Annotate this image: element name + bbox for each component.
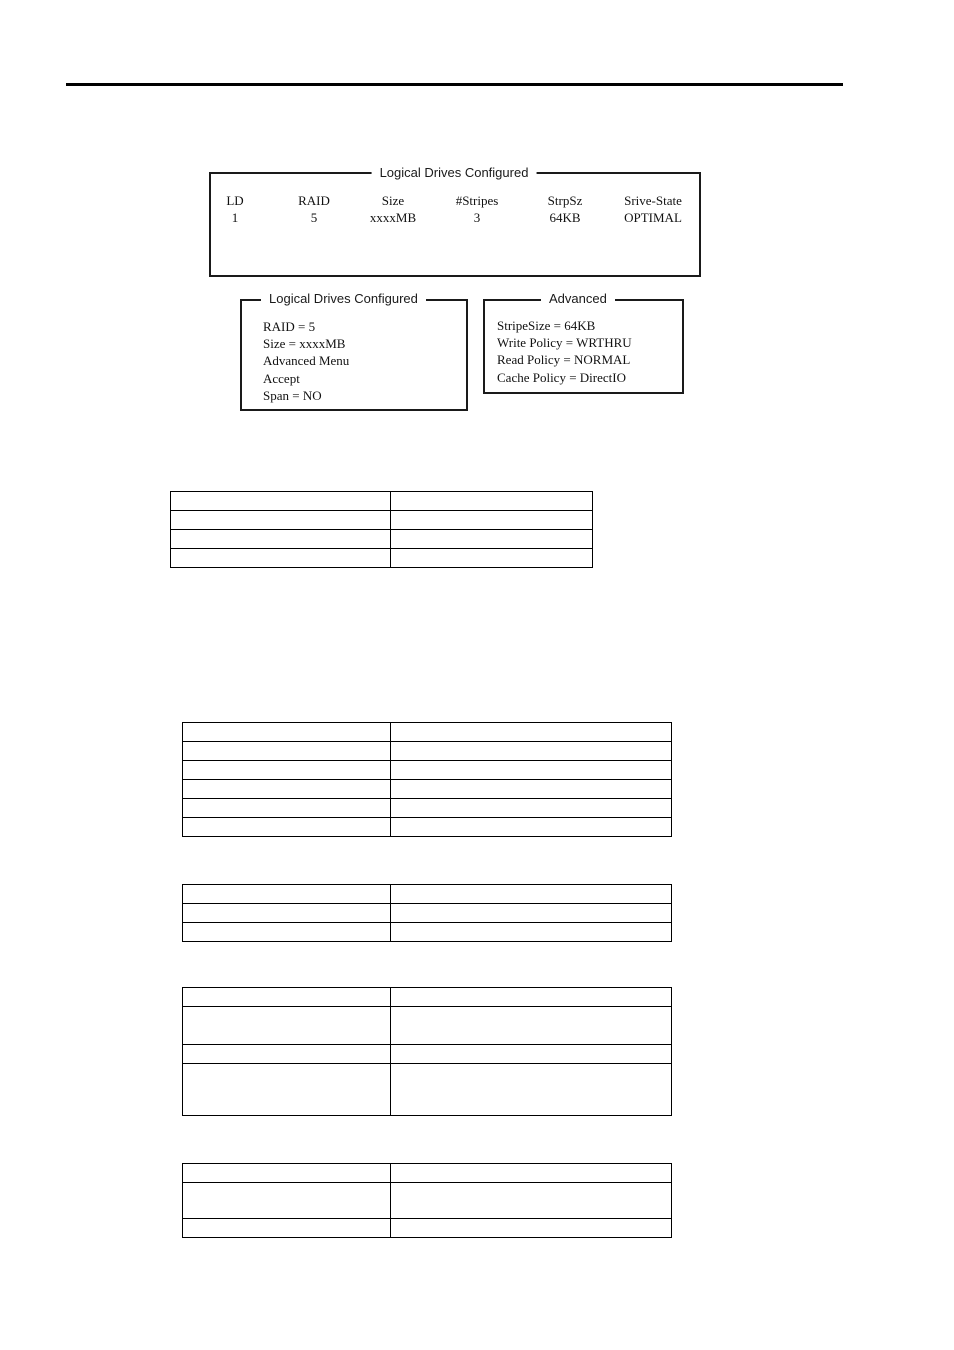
advanced-item-cache-policy[interactable]: Cache Policy = DirectIO <box>497 369 626 385</box>
column-header: StrpSz <box>547 193 583 208</box>
table-row <box>183 799 672 818</box>
table-row <box>183 742 672 761</box>
settings-table-2 <box>182 722 672 837</box>
table-row <box>183 1064 672 1116</box>
table-row <box>183 723 672 742</box>
table-row <box>171 549 593 568</box>
advanced-item-write-policy[interactable]: Write Policy = WRTHRU <box>497 335 632 351</box>
table-row <box>171 530 593 549</box>
column-header: RAID <box>298 193 330 208</box>
table-row <box>183 1183 672 1219</box>
stripes-column[interactable] <box>456 192 499 226</box>
table-row <box>183 1219 672 1238</box>
table-row <box>171 492 593 511</box>
menu-item-span[interactable]: Span = NO <box>263 387 322 403</box>
column-value: 3 <box>473 210 481 225</box>
table-row <box>183 1045 672 1064</box>
column-value: 64KB <box>549 210 581 225</box>
column-header: Srive-State <box>624 193 682 208</box>
panel-title: Logical Drives Configured <box>372 165 537 181</box>
table-row <box>183 988 672 1007</box>
table-row <box>183 780 672 799</box>
strpsz-column[interactable] <box>548 192 583 226</box>
advanced-item-read-policy[interactable]: Read Policy = NORMAL <box>497 352 631 368</box>
settings-table-4 <box>182 987 672 1116</box>
ld-column[interactable] <box>226 192 243 226</box>
column-value: xxxxMB <box>369 210 417 225</box>
table-row <box>183 1164 672 1183</box>
column-header: Size <box>381 193 405 208</box>
menu-item-accept[interactable]: Accept <box>263 370 300 386</box>
column-header: LD <box>226 193 244 208</box>
settings-table-3 <box>182 884 672 942</box>
settings-table-5 <box>182 1163 672 1238</box>
table-row <box>183 761 672 780</box>
logical-drive-config-menu <box>240 299 468 411</box>
logical-drives-list-panel <box>209 172 701 277</box>
column-value: 5 <box>310 210 318 225</box>
table-row <box>183 904 672 923</box>
menu-item-advanced-menu[interactable]: Advanced Menu <box>263 353 350 369</box>
advanced-menu-panel <box>483 299 684 394</box>
menu-item-size[interactable]: Size = xxxxMB <box>263 336 346 352</box>
column-value: OPTIMAL <box>624 210 682 225</box>
top-rule <box>66 83 843 86</box>
panel-title: Logical Drives Configured <box>261 291 426 307</box>
table-row <box>183 885 672 904</box>
raid-column[interactable] <box>298 192 330 226</box>
table-row <box>171 511 593 530</box>
panel-title: Advanced <box>541 291 615 307</box>
table-row <box>183 1007 672 1045</box>
menu-item-raid[interactable]: RAID = 5 <box>263 319 316 334</box>
size-column[interactable] <box>370 192 416 226</box>
column-header: #Stripes <box>455 193 499 208</box>
advanced-item-stripe-size[interactable]: StripeSize = 64KB <box>497 318 596 333</box>
table-row <box>183 818 672 837</box>
table-row <box>183 923 672 942</box>
drive-state-column[interactable] <box>624 192 682 226</box>
settings-table-1 <box>170 491 593 568</box>
column-value: 1 <box>231 210 239 225</box>
